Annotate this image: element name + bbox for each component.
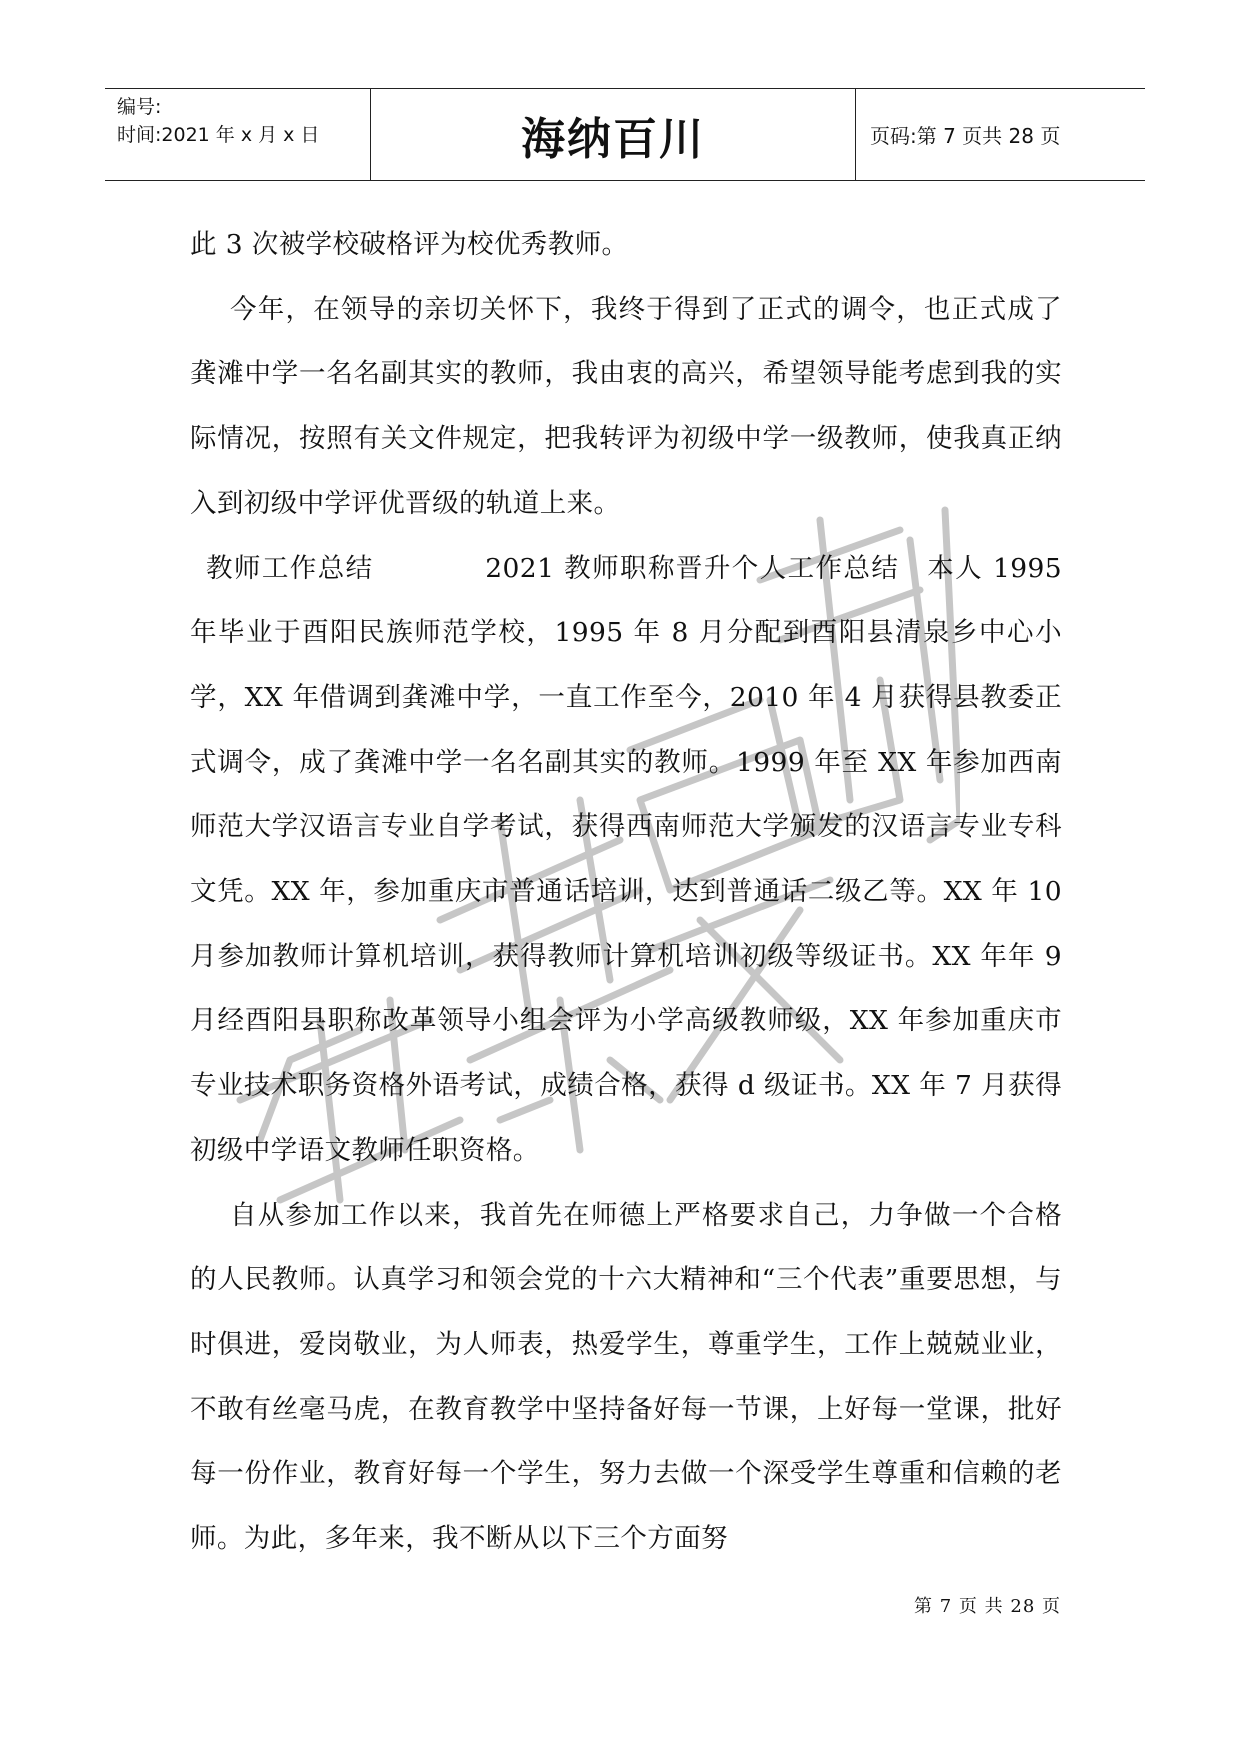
body-text (190, 213, 1062, 1572)
header-title: 海纳百川 (371, 89, 856, 180)
paragraph-4: 自从参加工作以来，我首先在师德上严格要求自己，力争做一个合格的人民教师。认真学习和领会党的十六大精神和“三个代表”重要思想，与时俱进，爱岗敬业，为人师表，热爱学生，尊重学生，工作上兢兢业业，不敢有丝毫马虎，在教育教学中坚持备好每一节课，上好每一堂课，批好每一份作业，教育好每一个学生，努力去做一个深受学生尊重和信赖的老师。为此，多年来，我不断从以下三个方面努 (190, 1199, 1062, 1555)
header-meta-cell (105, 89, 371, 180)
paragraph-1: 此 3 次被学校破格评为校优秀教师。 (190, 229, 629, 260)
page-footer: 第 7 页 共 28 页 (914, 1596, 1061, 1617)
header-page-info: 页码:第 7 页共 28 页 (870, 124, 1061, 148)
document-number-label: 编号: (117, 96, 162, 118)
document-time-label: 时间:2021 年 x 月 x 日 (117, 124, 320, 146)
paragraph-2: 今年，在领导的亲切关怀下，我终于得到了正式的调令，也正式成了龚滩中学一名名副其实的教师，我由衷的高兴，希望领导能考虑到我的实际情况，按照有关文件规定，把我转评为初级中学一级教师，使我真正纳入到初级中学评优晋级的轨道上来。 (190, 293, 1062, 519)
page-header (105, 88, 1145, 181)
paragraph-3: 教师工作总结 2021 教师职称晋升个人工作总结 本人 1995 年毕业于酉阳民族师范学校，1995 年 8 月分配到酉阳县清泉乡中心小学，XX 年借调到龚滩中学，一直工作至今，2010 年 4 月获得县教委正式调令，成了龚滩中学一名名副其实的教师。1999 年至 XX 年参加西南师范大学汉语言专业自学考试，获得西南师范大学颁发的汉语言专业专科文凭。XX 年，参加重庆市普通话培训，达到普通话二级乙等。XX 年 10 月参加教师计算机培训，获得教师计算机培训初级等级证书。XX 年年 9 月经酉阳县职称改革领导小组会评为小学高级教师级，XX 年参加重庆市专业技术职务资格外语考试，成绩合格，获得 d 级证书。XX 年 7 月获得初级中学语文教师任职资格。 (190, 552, 1062, 1166)
